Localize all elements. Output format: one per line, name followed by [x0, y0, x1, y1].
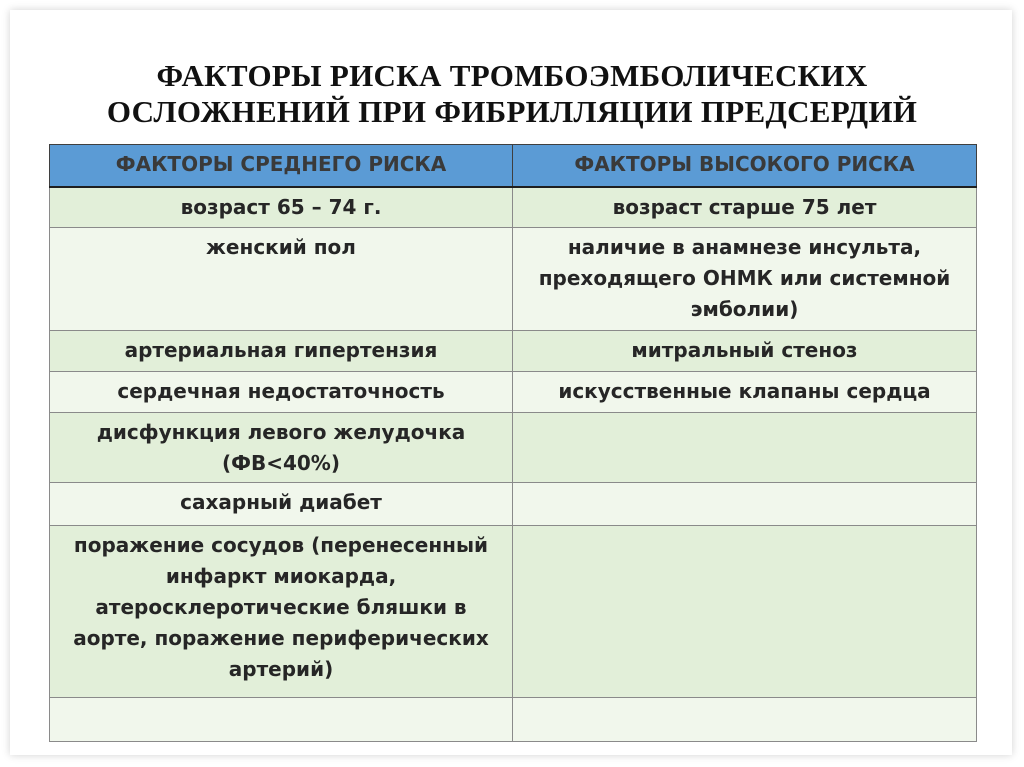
slide-title	[40, 58, 984, 130]
table-cell: наличие в анамнезе инсульта, преходящего ОНМК или системной эмболии)	[513, 228, 977, 331]
table-cell	[513, 698, 977, 742]
risk-factors-table	[49, 144, 977, 742]
header-high-risk: ФАКТОРЫ ВЫСОКОГО РИСКА	[513, 145, 977, 187]
table-cell: возраст 65 – 74 г.	[50, 187, 513, 228]
table-row	[50, 331, 977, 372]
table-header-row	[50, 145, 977, 187]
table-cell	[513, 413, 977, 483]
table-cell: искусственные клапаны сердца	[513, 372, 977, 413]
table-cell	[513, 526, 977, 698]
table-cell: артериальная гипертензия	[50, 331, 513, 372]
table-row	[50, 228, 977, 331]
table-row	[50, 187, 977, 228]
title-line-1: ФАКТОРЫ РИСКА ТРОМБОЭМБОЛИЧЕСКИХ	[156, 58, 868, 93]
table-row	[50, 413, 977, 483]
table-cell: митральный стеноз	[513, 331, 977, 372]
table-row	[50, 698, 977, 742]
table-cell: сахарный диабет	[50, 483, 513, 526]
table-cell: сердечная недостаточность	[50, 372, 513, 413]
header-medium-risk: ФАКТОРЫ СРЕДНЕГО РИСКА	[50, 145, 513, 187]
table-row	[50, 372, 977, 413]
table-cell: женский пол	[50, 228, 513, 331]
table-cell	[50, 698, 513, 742]
table-cell: возраст старше 75 лет	[513, 187, 977, 228]
title-line-2: ОСЛОЖНЕНИЙ ПРИ ФИБРИЛЛЯЦИИ ПРЕДСЕРДИЙ	[106, 94, 918, 129]
table-cell: поражение сосудов (перенесенный инфаркт миокарда, атеросклеротические бляшки в аорте, поражение периферических артерий)	[50, 526, 513, 698]
table-cell: дисфункция левого желудочка (ФВ<40%)	[50, 413, 513, 483]
table-row	[50, 526, 977, 698]
table-cell	[513, 483, 977, 526]
table-row	[50, 483, 977, 526]
